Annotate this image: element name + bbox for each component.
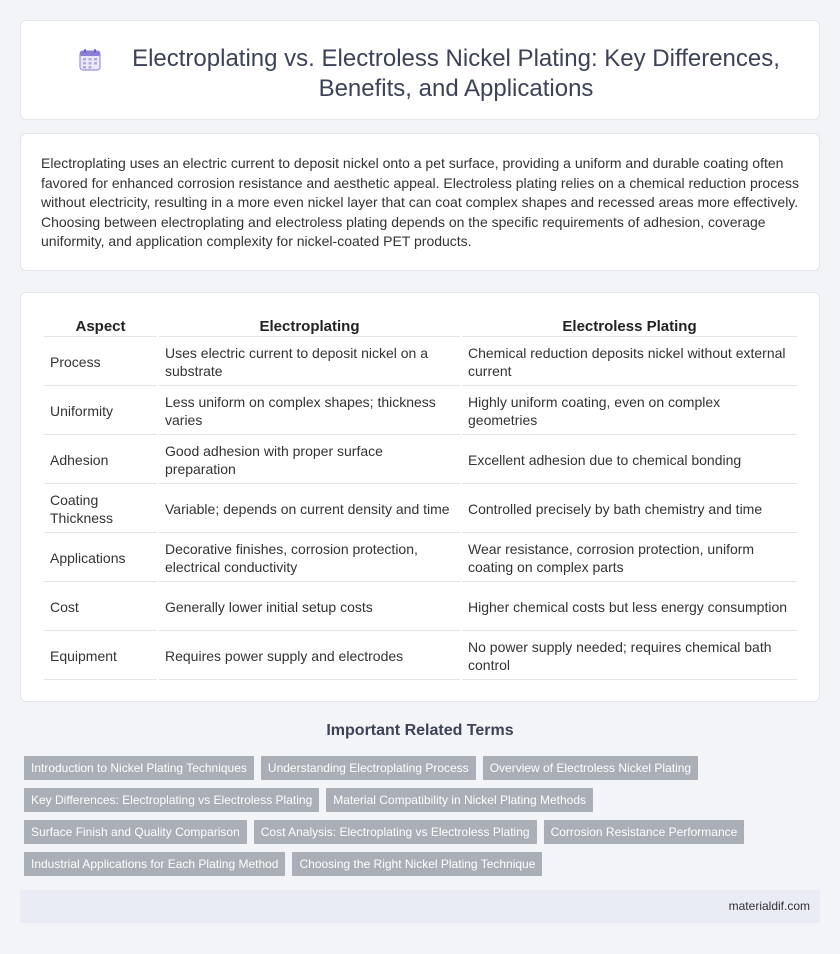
related-term-tag[interactable]: Overview of Electroless Nickel Plating [483, 756, 698, 780]
cell-aspect: Process [44, 339, 157, 386]
table-row [44, 535, 797, 582]
cell-electroless: Highly uniform coating, even on complex geometries [462, 388, 797, 435]
comparison-table [42, 313, 799, 682]
cell-electroless: Wear resistance, corrosion protection, uniform coating on complex parts [462, 535, 797, 582]
column-header-electroless: Electroless Plating [462, 315, 797, 337]
page-title: Electroplating vs. Electroless Nickel Plating: Key Differences, Benefits, and Applications [132, 45, 780, 102]
cell-electroplating: Less uniform on complex shapes; thickness varies [159, 388, 460, 435]
title-card [20, 20, 820, 120]
cell-electroplating: Good adhesion with proper surface preparation [159, 437, 460, 484]
table-row [44, 339, 797, 386]
cell-aspect: Applications [44, 535, 157, 582]
related-terms-heading: Important Related Terms [326, 722, 514, 739]
cell-electroplating: Generally lower initial setup costs [159, 584, 460, 631]
related-term-tag[interactable]: Understanding Electroplating Process [261, 756, 476, 780]
cell-aspect: Cost [44, 584, 157, 631]
table-row [44, 633, 797, 680]
related-terms-list [24, 756, 804, 876]
cell-electroless: No power supply needed; requires chemical bath control [462, 633, 797, 680]
cell-electroplating: Variable; depends on current density and time [159, 486, 460, 533]
table-row [44, 486, 797, 533]
footer-site: materialdif.com [728, 899, 810, 913]
cell-electroplating: Decorative finishes, corrosion protection, electrical conductivity [159, 535, 460, 582]
related-term-tag[interactable]: Choosing the Right Nickel Plating Technique [292, 852, 542, 876]
column-header-aspect: Aspect [44, 315, 157, 337]
table-row [44, 584, 797, 631]
cell-electroless: Controlled precisely by bath chemistry and time [462, 486, 797, 533]
cell-aspect: Equipment [44, 633, 157, 680]
cell-electroless: Chemical reduction deposits nickel without external current [462, 339, 797, 386]
cell-aspect: Coating Thickness [44, 486, 157, 533]
related-term-tag[interactable]: Corrosion Resistance Performance [544, 820, 745, 844]
column-header-electroplating: Electroplating [159, 315, 460, 337]
related-term-tag[interactable]: Material Compatibility in Nickel Plating Methods [326, 788, 593, 812]
comparison-card [20, 292, 820, 702]
footer [20, 890, 820, 923]
related-term-tag[interactable]: Industrial Applications for Each Plating Method [24, 852, 285, 876]
related-term-tag[interactable]: Cost Analysis: Electroplating vs Electroless Plating [254, 820, 537, 844]
cell-aspect: Adhesion [44, 437, 157, 484]
related-term-tag[interactable]: Introduction to Nickel Plating Techniques [24, 756, 254, 780]
related-term-tag[interactable]: Surface Finish and Quality Comparison [24, 820, 247, 844]
table-row [44, 388, 797, 435]
cell-electroplating: Requires power supply and electrodes [159, 633, 460, 680]
intro-card [20, 133, 820, 271]
calendar-icon [77, 47, 103, 73]
related-term-tag[interactable]: Key Differences: Electroplating vs Electroless Plating [24, 788, 319, 812]
cell-electroplating: Uses electric current to deposit nickel on a substrate [159, 339, 460, 386]
cell-electroless: Higher chemical costs but less energy consumption [462, 584, 797, 631]
cell-electroless: Excellent adhesion due to chemical bonding [462, 437, 797, 484]
intro-paragraph: Electroplating uses an electric current to deposit nickel onto a pet surface, providing a uniform and durable coating often favored for enhanced corrosion resistance and aesthetic appeal. Electroless plating relies on a chemical reduction process without electricity, resulting in a more even nickel layer that can coat complex shapes and recessed areas more effectively. Choosing between electroplating and electroless plating depends on the specific requirements of adhesion, coverage uniformity, and application complexity for nickel-coated PET products. [41, 155, 799, 250]
table-row [44, 437, 797, 484]
cell-aspect: Uniformity [44, 388, 157, 435]
table-header-row [44, 315, 797, 337]
